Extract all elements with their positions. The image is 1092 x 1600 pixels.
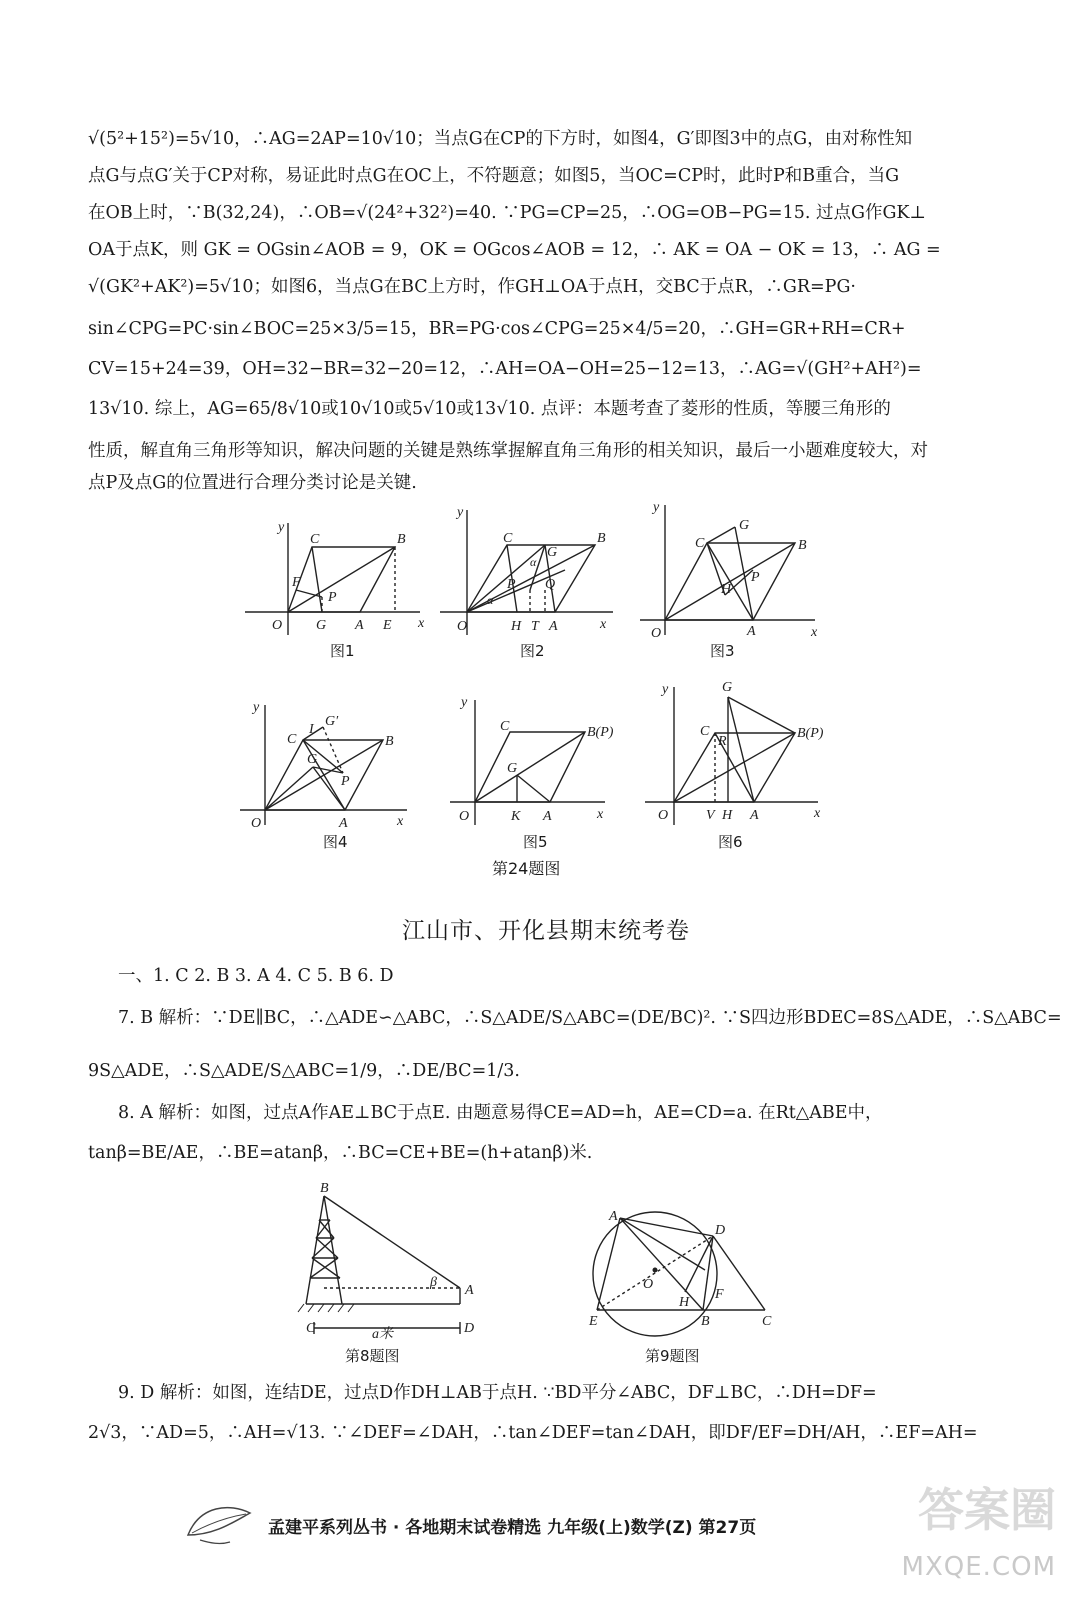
figure-4 [235,695,430,830]
q9-C: C [762,1314,772,1329]
figure-q8 [290,1178,490,1368]
fig1-A: A [355,618,364,633]
fig3-H: H [721,582,732,597]
fig6-x: x [814,806,821,821]
fig6-O: O [658,808,669,823]
q8-line-1: 8. A 解析：如图，过点A作AE⊥BC于点E. 由题意易得CE=AD=h，AE=CD=a. 在Rt△ABE中， [118,1103,883,1123]
figure-q9 [585,1210,785,1342]
fig4-I: I [309,722,314,737]
fig6-C: C [700,724,710,739]
caption-fig3: 图3 [710,642,735,660]
solution-line-7: CV=15+24=39，OH=32−BR=32−20=12，∴AH=OA−OH=25−12=13，∴AG=√(GH²+AH²)= [88,359,922,379]
fig2-alpha-2: α [530,555,537,569]
fig5-C: C [500,719,510,734]
figure-1 [240,515,430,640]
fig2-alpha: α [487,593,494,607]
caption-fig6: 图6 [718,833,743,851]
solution-line-1: √(5²+15²)=5√10，∴AG=2AP=10√10；当点G在CP的下方时，如图4，G′即图3中的点G，由对称性知 [88,129,913,149]
fig3-O: O [651,626,662,640]
fig1-F: F [292,575,301,590]
fig4-O: O [251,816,262,830]
q9-E: E [589,1314,598,1329]
fig2-C: C [503,531,513,546]
fig2-B: B [597,531,606,546]
fig3-A: A [747,624,756,639]
q8-A: A [465,1283,474,1298]
fig2-y: y [457,505,464,520]
fig4-Gp: G′ [325,714,339,729]
solution-line-3: 在OB上时，∵B(32,24)，∴OB=√(24²+32²)=40. ∵PG=CP=25，∴OG=OB−PG=15. 过点G作GK⊥ [88,203,926,223]
q8-distance: a米 [372,1327,393,1342]
section-title: 江山市、开化县期末统考卷 [402,918,690,944]
solution-line-10: 点P及点G的位置进行合理分类讨论是关键. [88,473,417,493]
solution-line-6: sin∠CPG=PC·sin∠BOC=25×3/5=15，BR=PG·cos∠CPG=25×4/5=20，∴GH=GR+RH=CR+ [88,319,906,339]
fig6-A: A [750,808,759,823]
q9-D: D [715,1223,726,1238]
fig2-x: x [600,617,607,632]
answers-1-6: 一、1. C 2. B 3. A 4. C 5. B 6. D [118,966,394,986]
watermark-logo: 答案圈 [918,1483,1056,1537]
fig5-K: K [511,809,521,824]
fig6-R: R [718,734,727,749]
fig1-E: E [383,618,392,633]
fig1-P: P [328,590,337,605]
watermark: MXQE.COM [901,1552,1056,1582]
q9-A: A [609,1210,618,1224]
fig1-O: O [272,618,283,633]
fig6-G: G [722,680,733,695]
fig3-P: P [751,570,760,585]
figure-5 [445,690,635,830]
fig2-A: A [549,619,558,634]
fig1-y: y [278,520,285,535]
leaf-logo-icon [180,1495,260,1550]
solution-line-8: 13√10. 综上，AG=65/8√10或10√10或5√10或13√10. 点评：本题考查了菱形的性质，等腰三角形的 [88,399,891,419]
fig6-BP: B(P) [797,726,824,741]
fig3-C: C [695,536,705,551]
fig3-B: B [798,538,807,553]
fig5-y: y [461,695,468,710]
fig2-G: G [547,545,558,560]
fig6-V: V [706,808,715,823]
fig4-B: B [385,734,394,749]
fig3-G: G [739,518,750,533]
q8-beta: β [430,1275,437,1290]
fig5-A: A [543,809,552,824]
fig5-G: G [507,761,518,776]
fig4-x: x [397,814,404,829]
caption-fig5: 图5 [523,833,548,851]
fig4-y: y [253,700,260,715]
q9-F: F [715,1287,724,1302]
fig1-B: B [397,532,406,547]
fig2-P: P [507,577,516,592]
fig4-G: G [307,752,318,767]
figure-3 [635,495,830,640]
q7-line-2: 9S△ADE，∴S△ADE/S△ABC=1/9，∴DE/BC=1/3. [88,1061,520,1081]
fig1-G: G [316,618,327,633]
q8-B: B [320,1181,329,1196]
q7-line-1: 7. B 解析：∵DE∥BC，∴△ADE∽△ABC，∴S△ADE/S△ABC=(DE/BC)². ∵S四边形BDEC=8S△ADE，∴S△ABC= [118,1008,1062,1028]
q9-line-1: 9. D 解析：如图，连结DE，过点D作DH⊥AB于点H. ∵BD平分∠ABC，DF⊥BC，∴DH=DF= [118,1383,877,1403]
fig6-y: y [662,682,669,697]
fig4-C: C [287,732,297,747]
fig3-y: y [653,500,660,515]
fig5-O: O [459,809,470,824]
q8-D: D [464,1321,475,1336]
fig2-Q: Q [545,577,556,592]
fig2-T: T [531,619,539,634]
solution-line-5: √(GK²+AK²)=5√10；如图6，当点G在BC上方时，作GH⊥OA于点H，交BC于点R，∴GR=PG· [88,277,856,297]
fig5-x: x [597,807,604,822]
figure-2 [435,500,625,640]
solution-line-9: 性质，解直角三角形等知识，解决问题的关键是熟练掌握解直角三角形的相关知识，最后一小题难度较大，对 [88,441,928,461]
q9-H: H [679,1295,690,1310]
fig5-BP: B(P) [587,725,614,740]
q9-line-2: 2√3，∵AD=5，∴AH=√13. ∵∠DEF=∠DAH，∴tan∠DEF=tan∠DAH，即DF/EF=DH/AH，∴EF=AH= [88,1423,978,1443]
fig1-x: x [418,616,425,631]
figure-6 [640,675,835,830]
fig3-x: x [811,625,818,640]
page-footer: 孟建平系列丛书 · 各地期末试卷精选 九年级(上)数学(Z) 第27页 [268,1518,757,1538]
fig4-P: P [341,774,350,789]
q8-line-2: tanβ=BE/AE，∴BE=atanβ，∴BC=CE+BE=(h+atanβ)米. [88,1143,593,1163]
fig1-C: C [310,532,320,547]
caption-fig-q9: 第9题图 [645,1347,700,1365]
fig4-A: A [339,816,348,830]
solution-line-4: OA于点K，则 GK = OGsin∠AOB = 9，OK = OGcos∠AOB = 12，∴ AK = OA − OK = 13，∴ AG = [88,240,941,260]
q9-B: B [701,1314,710,1329]
q9-O: O [643,1277,654,1292]
caption-fig2: 图2 [520,642,545,660]
fig2-H: H [511,619,522,634]
solution-line-2: 点G与点G′关于CP对称，易证此时点G在OC上，不符题意；如图5，当OC=CP时，此时P和B重合，当G [88,166,900,186]
q8-C: C [306,1321,316,1336]
fig6-H: H [722,808,733,823]
caption-fig-q8: 第8题图 [345,1347,400,1365]
caption-fig1: 图1 [330,642,355,660]
fig2-O: O [457,619,468,634]
caption-fig4: 图4 [323,833,348,851]
caption-q24-figures: 第24题图 [492,859,561,878]
